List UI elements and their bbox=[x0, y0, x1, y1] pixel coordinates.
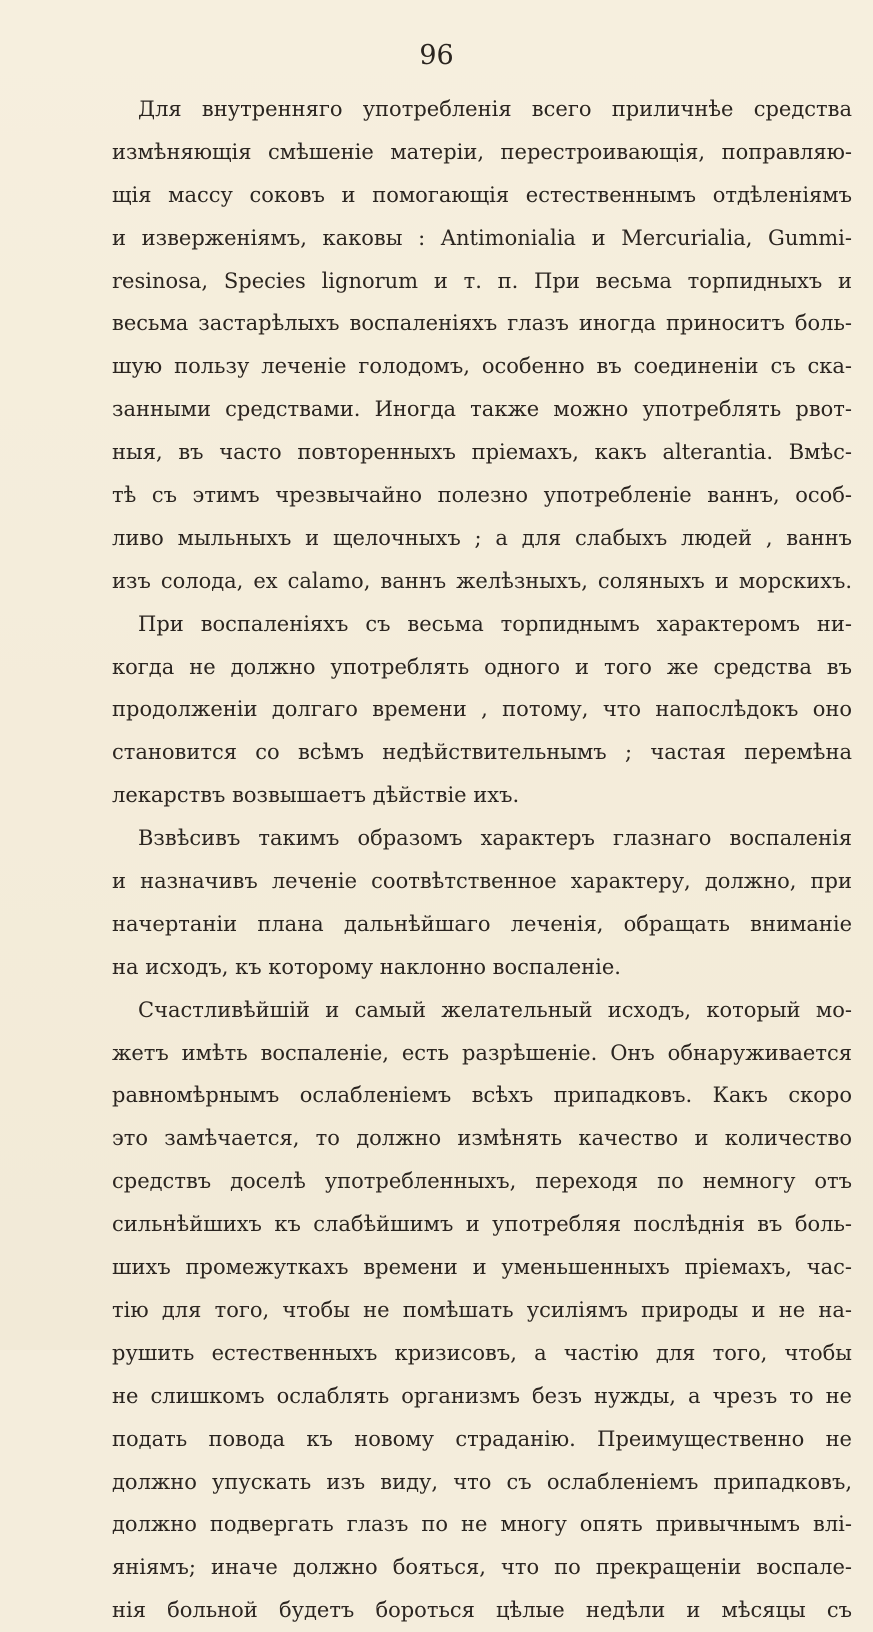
text-line: начертаніи плана дальнѣйшаго леченія, обращать вниманіе bbox=[112, 911, 852, 936]
text-line: щія массу соковъ и помогающія естественнымъ отдѣленіямъ bbox=[112, 182, 852, 207]
text-line: лекарствъ возвышаетъ дѣйствіе ихъ. bbox=[112, 783, 520, 808]
text-line: жетъ имѣть воспаленіе, есть разрѣшеніе. Онъ обнаруживается bbox=[112, 1040, 852, 1065]
text-line: и изверженіямъ, каковы : Antimonialia и Mercurialia, Gummi- bbox=[112, 225, 852, 250]
text-line: занными средствами. Иногда также можно употреблять рвот- bbox=[112, 397, 852, 422]
text-line: средствъ доселѣ употребленныхъ, переходя по немногу отъ bbox=[112, 1169, 852, 1194]
text-line: должно подвергать глазъ по не многу опять привычнымъ влі- bbox=[112, 1512, 852, 1537]
text-line: тію для того, чтобы не помѣшать усиліямъ природы и не на- bbox=[112, 1297, 852, 1322]
text-line: шихъ промежуткахъ времени и уменьшенныхъ пріемахъ, час- bbox=[112, 1255, 852, 1280]
paragraph bbox=[112, 603, 852, 817]
text-line: продолженіи долгаго времени , потому, что напослѣдокъ оно bbox=[112, 697, 852, 722]
text-line: на исходъ, къ которому наклонно воспаленіе. bbox=[112, 954, 621, 979]
body-text bbox=[112, 88, 852, 1632]
text-line: сильнѣйшихъ къ слабѣйшимъ и употребляя послѣднія въ боль- bbox=[112, 1212, 852, 1237]
text-line: должно упускать изъ виду, что съ ослабленіемъ припадковъ, bbox=[112, 1469, 852, 1494]
text-line: равномѣрнымъ ослабленіемъ всѣхъ припадковъ. Какъ скоро bbox=[112, 1083, 852, 1108]
text-line: Счастливѣйшій и самый желательный исходъ, который мо- bbox=[138, 997, 852, 1022]
text-line: это замѣчается, то должно измѣнять качество и количество bbox=[112, 1126, 852, 1151]
paragraph bbox=[112, 817, 852, 989]
text-line: подать повода къ новому страданію. Преимущественно не bbox=[112, 1426, 852, 1451]
text-line: не слишкомъ ослаблять организмъ безъ нужды, а чрезъ то не bbox=[112, 1383, 852, 1408]
text-line: ливо мыльныхъ и щелочныхъ ; а для слабыхъ людей , ваннъ bbox=[112, 525, 852, 550]
text-line: весьма застарѣлыхъ воспаленіяхъ глазъ иногда приноситъ боль- bbox=[112, 311, 852, 336]
text-line: становится со всѣмъ недѣйствительнымъ ; частая перемѣна bbox=[112, 740, 852, 765]
text-line: тѣ съ этимъ чрезвычайно полезно употребленіе ваннъ, особ- bbox=[112, 483, 852, 508]
text-line: Взвѣсивъ такимъ образомъ характеръ глазнаго воспаленія bbox=[138, 826, 852, 851]
text-line: рушить естественныхъ кризисовъ, а частію для того, чтобы bbox=[112, 1340, 852, 1365]
text-line: когда не должно употреблять одного и того же средства въ bbox=[112, 654, 852, 679]
paragraph bbox=[112, 88, 852, 603]
text-line: ныя, въ часто повторенныхъ пріемахъ, какъ alterantia. Вмѣс- bbox=[112, 440, 852, 465]
page-number: 96 bbox=[419, 40, 454, 71]
text-line: и назначивъ леченіе соотвѣтственное характеру, должно, при bbox=[112, 869, 852, 894]
text-line: resinosa, Species lignorum и т. п. При весьма торпидныхъ и bbox=[112, 268, 852, 293]
text-line: шую пользу леченіе голодомъ, особенно въ соединеніи съ ска- bbox=[112, 354, 852, 379]
text-line: измѣняющія смѣшеніе матеріи, перестроивающія, поправляю- bbox=[112, 139, 852, 164]
paragraph bbox=[112, 989, 852, 1632]
text-line: изъ солода, ex calamo, ваннъ желѣзныхъ, соляныхъ и морскихъ. bbox=[112, 568, 852, 593]
text-line: нія больной будетъ бороться цѣлые недѣли и мѣсяцы съ bbox=[112, 1598, 852, 1623]
text-line: При воспаленіяхъ съ весьма торпиднымъ характеромъ ни- bbox=[138, 611, 852, 636]
text-line: яніямъ; иначе должно бояться, что по прекращеніи воспале- bbox=[112, 1555, 852, 1580]
text-line: Для внутренняго употребленія всего приличнѣе средства bbox=[138, 97, 852, 121]
